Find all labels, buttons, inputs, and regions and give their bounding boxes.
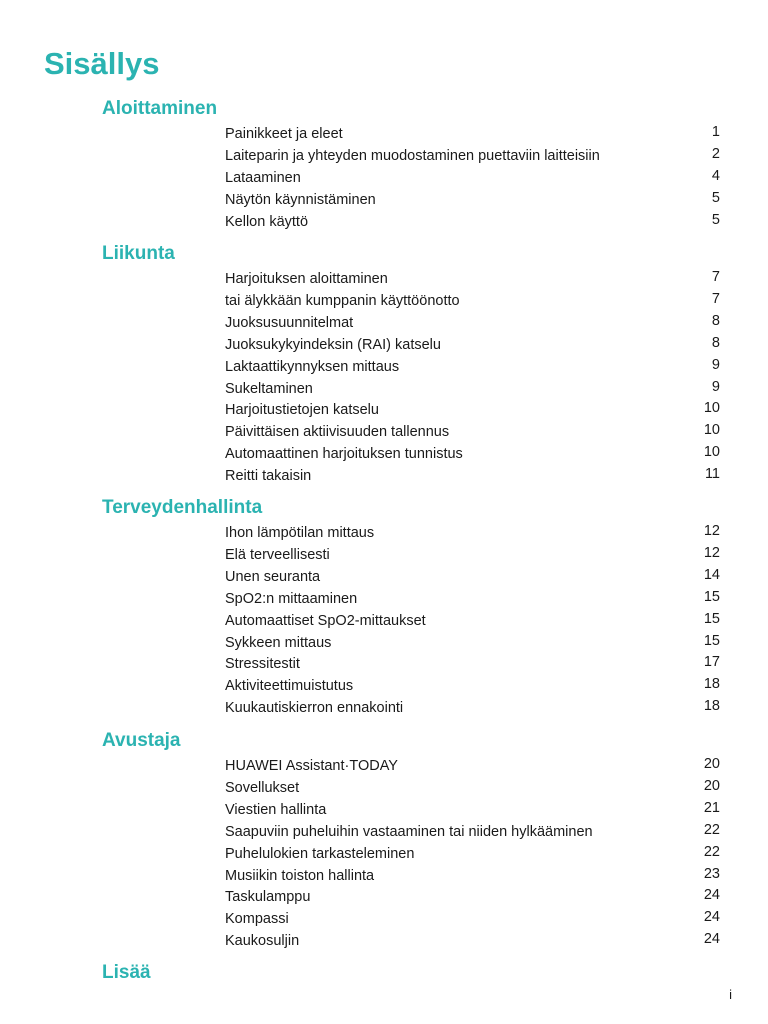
toc-entry-page-number: 24 (703, 931, 720, 948)
toc-entry[interactable] (0, 335, 768, 357)
toc-entry-page-number: 24 (703, 887, 720, 904)
toc-entry-title[interactable]: Juoksukykyindeksin (RAI) katselu (225, 336, 441, 353)
toc-entry-title[interactable]: Kellon käyttö (225, 213, 309, 230)
toc-entry[interactable] (0, 313, 768, 335)
toc-entry[interactable] (0, 357, 768, 379)
toc-entry[interactable] (0, 698, 768, 720)
toc-entry-title[interactable]: Elä terveellisesti (225, 546, 330, 563)
toc-entry-title[interactable]: Harjoitustietojen katselu (225, 402, 379, 419)
toc-entry-title[interactable]: Kaukosuljin (225, 933, 300, 950)
toc-entry[interactable] (0, 887, 768, 909)
toc-entry-title[interactable]: Kuukautiskierron ennakointi (225, 700, 404, 717)
toc-entry-title[interactable]: Laiteparin ja yhteyden muodostaminen puettaviin laitteisiin (225, 147, 600, 164)
section-heading[interactable]: Avustaja (102, 730, 181, 751)
toc-entry[interactable] (0, 545, 768, 567)
toc-entry[interactable] (0, 523, 768, 545)
toc-entry-page-number: 10 (703, 400, 720, 417)
toc-entry-title[interactable]: Juoksusuunnitelmat (225, 314, 354, 331)
page-title: Sisällys (44, 46, 160, 81)
toc-entry-page-number: 12 (703, 523, 720, 539)
toc-entry-page-number: 9 (711, 356, 720, 373)
toc-entry-page-number: 22 (703, 821, 720, 838)
toc-entry-title[interactable]: SpO2:n mittaaminen (225, 590, 358, 607)
toc-entry-title[interactable]: Automaattiset SpO2-mittaukset (225, 612, 426, 629)
toc-entry-title[interactable]: Päivittäisen aktiivisuuden tallennus (225, 424, 450, 441)
toc-entry-page-number: 15 (703, 632, 720, 649)
toc-entry-title[interactable]: Laktaattikynnyksen mittaus (225, 358, 400, 375)
toc-entry-title[interactable]: Musiikin toiston hallinta (225, 867, 375, 884)
toc-entry-title[interactable]: Unen seuranta (225, 568, 321, 585)
toc-entry[interactable] (0, 212, 768, 234)
toc-entry-title[interactable]: Automaattinen harjoituksen tunnistus (225, 446, 463, 463)
toc-entry[interactable] (0, 654, 768, 676)
section-heading[interactable]: Terveydenhallinta (102, 497, 263, 518)
toc-entry-title[interactable]: Lataaminen (225, 169, 301, 186)
toc-entry[interactable] (0, 466, 768, 488)
toc-entry-title[interactable]: Stressitestit (225, 656, 300, 673)
toc-entry[interactable] (0, 291, 768, 313)
toc-entry-title[interactable]: Kompassi (225, 911, 289, 928)
toc-entry-title[interactable]: Painikkeet ja eleet (225, 126, 343, 142)
toc-entry-page-number: 20 (703, 756, 720, 772)
toc-entry-title[interactable]: Taskulamppu (225, 889, 311, 906)
toc-entry-page-number: 18 (703, 676, 720, 693)
toc-entry[interactable] (0, 611, 768, 633)
toc-entry-page-number: 7 (711, 290, 720, 307)
toc-entry[interactable] (0, 422, 768, 444)
toc-entry[interactable] (0, 866, 768, 888)
toc-entry[interactable] (0, 756, 768, 778)
toc-entry-title[interactable]: Aktiviteettimuistutus (225, 678, 354, 695)
footer-page-number: i (729, 987, 732, 1002)
toc-entry-page-number: 9 (711, 378, 720, 395)
toc-entry[interactable] (0, 146, 768, 168)
toc-entry[interactable] (0, 778, 768, 800)
section-heading[interactable]: Lisää (102, 962, 151, 983)
toc-entry[interactable] (0, 190, 768, 212)
toc-entry-title[interactable]: Sykkeen mittaus (225, 634, 332, 651)
toc-entry-page-number: 8 (711, 334, 720, 351)
toc-entry[interactable] (0, 168, 768, 190)
toc-entry-page-number: 10 (703, 422, 720, 439)
toc-entry-title[interactable]: Viestien hallinta (225, 801, 327, 818)
toc-entry[interactable] (0, 676, 768, 698)
toc-entry-page-number: 5 (711, 211, 720, 228)
toc-entry-page-number: 23 (703, 865, 720, 882)
toc-entry-title[interactable]: tai älykkään kumppanin käyttöönotto (225, 292, 460, 309)
toc-entry-page-number: 18 (703, 698, 720, 715)
toc-entry[interactable] (0, 931, 768, 953)
toc-entry-page-number: 1 (711, 124, 720, 140)
toc-entry-page-number: 15 (703, 610, 720, 627)
toc-entry[interactable] (0, 379, 768, 401)
toc-entry-page-number: 24 (703, 909, 720, 926)
toc-entry-title[interactable]: Näytön käynnistäminen (225, 191, 376, 208)
toc-entry-page-number: 14 (703, 566, 720, 583)
toc-entry-title[interactable]: Saapuviin puheluihin vastaaminen tai niiden hylkääminen (225, 823, 593, 840)
toc-entry-page-number: 5 (711, 189, 720, 206)
toc-entry-page-number: 20 (703, 777, 720, 794)
toc-entry[interactable] (0, 800, 768, 822)
toc-entry-title[interactable]: Harjoituksen aloittaminen (225, 271, 388, 287)
toc-entry-page-number: 17 (703, 654, 720, 671)
toc-entry[interactable] (0, 444, 768, 466)
toc-entry-page-number: 12 (703, 544, 720, 561)
toc-entry[interactable] (0, 567, 768, 589)
toc-entry[interactable] (0, 124, 768, 146)
toc-entry[interactable] (0, 822, 768, 844)
toc-entry-page-number: 15 (703, 588, 720, 605)
toc-entry[interactable] (0, 909, 768, 931)
toc-entry-title[interactable]: Reitti takaisin (225, 468, 312, 485)
toc-entry-page-number: 8 (711, 312, 720, 329)
toc-entry[interactable] (0, 633, 768, 655)
toc-entry-page-number: 4 (711, 167, 720, 184)
toc-entry-page-number: 21 (703, 799, 720, 816)
toc-entry[interactable] (0, 589, 768, 611)
toc-entry-title[interactable]: HUAWEI Assistant·TODAY (225, 758, 398, 774)
toc-entry-title[interactable]: Ihon lämpötilan mittaus (225, 525, 375, 541)
toc-entry-title[interactable]: Sovellukset (225, 779, 300, 796)
toc-entry-page-number: 2 (711, 145, 720, 162)
toc-entry-title[interactable]: Sukeltaminen (225, 380, 313, 397)
toc-entry[interactable] (0, 844, 768, 866)
toc-entry-page-number: 10 (703, 444, 720, 461)
section-heading[interactable]: Liikunta (102, 243, 175, 264)
toc-entry-page-number: 7 (711, 269, 720, 285)
toc-entry-page-number: 22 (703, 843, 720, 860)
toc-entry-title[interactable]: Puhelulokien tarkasteleminen (225, 845, 415, 862)
toc-entry[interactable] (0, 269, 768, 291)
toc-entry[interactable] (0, 400, 768, 422)
toc-entry-page-number: 11 (704, 466, 720, 483)
section-heading[interactable]: Aloittaminen (102, 98, 218, 119)
